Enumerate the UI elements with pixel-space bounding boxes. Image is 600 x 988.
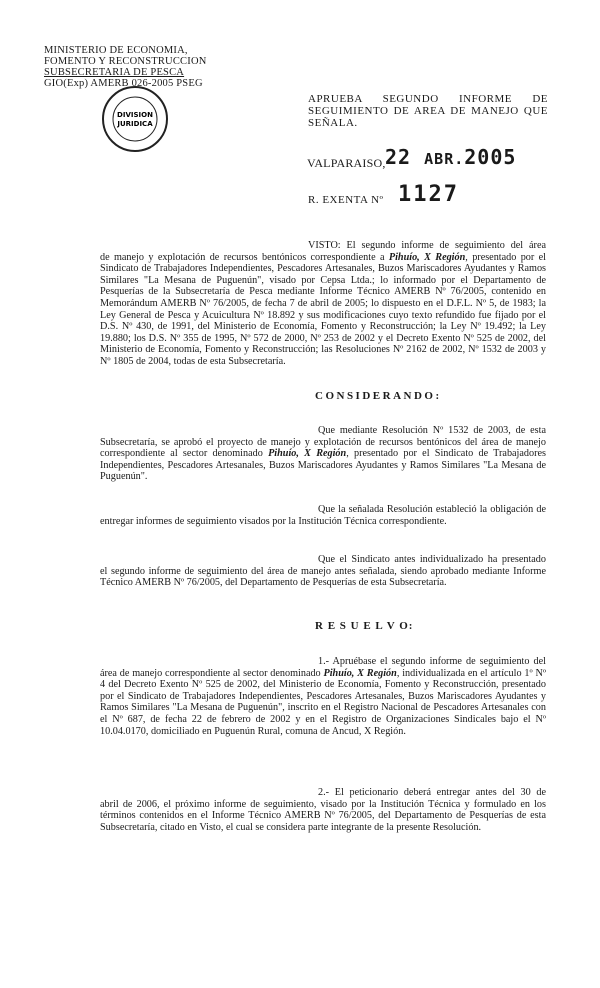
stamp-text-juridica: JURIDICA — [117, 120, 153, 128]
resuelvo-heading: R E S U E L V O: — [315, 620, 414, 632]
exenta-label: R. EXENTA Nº — [308, 194, 384, 206]
considerando-heading: CONSIDERANDO: — [315, 390, 442, 402]
visto-lead: VISTO: El segundo informe de seguimiento del área — [308, 240, 546, 251]
letterhead-ministry-cont: FOMENTO Y RECONSTRUCCION — [44, 56, 207, 67]
c2-body: entregar informes de seguimiento visados por la Institución Técnica correspondiente. — [100, 515, 447, 527]
visto-paragraph — [100, 240, 546, 368]
date-day: 22 — [385, 145, 412, 169]
r1-sector: Pihuío, X Región — [323, 667, 397, 679]
c2-lead: Que la señalada Resolución estableció la obligación de — [318, 504, 546, 515]
exenta-number: 1127 — [398, 182, 459, 207]
c3-body: el segundo informe de seguimiento del área de manejo antes señalada, siendo aprobado mediante Informe Técnico AMERB Nº 76/2005, del Departamento de Pesquerías de esta Subsecretaría. — [100, 565, 546, 589]
date-year: 2005 — [464, 145, 517, 169]
considerando-1 — [100, 425, 546, 483]
letterhead-ministry: MINISTERIO DE ECONOMIA, — [44, 45, 188, 56]
date-month: ABR. — [424, 150, 465, 168]
r1-lead: 1.- Apruébase el segundo informe de seguimiento del — [318, 656, 546, 667]
r2-lead: 2.- El peticionario deberá entregar antes del 30 de — [318, 787, 546, 798]
document-place: VALPARAISO, — [307, 156, 386, 170]
resuelvo-2 — [100, 787, 546, 833]
division-juridica-stamp — [100, 84, 170, 154]
c1-lead: Que mediante Resolución Nº 1532 de 2003, de esta — [318, 425, 546, 436]
c1-body-b: , presentado por el Sindicato de Trabajadores Independientes, Pescadores Artesanales, Buzos Mariscadores Ayudantes y Ramos Similares "La Mesana de Puguenún". — [100, 448, 546, 483]
letterhead-subsecretaria: SUBSECRETARIA DE PESCA — [44, 67, 185, 78]
letterhead-reference: GIO(Exp) AMERB 026-2005 PSEG — [44, 78, 203, 89]
stamp-text-division: DIVISION — [117, 111, 153, 119]
visto-body-a: de manejo y explotación de recursos bentónicos correspondiente a — [100, 251, 389, 263]
r1-body-b: , individualizada en el artículo 1º Nº 4 del Decreto Exento Nº 525 de 2002, del Ministerio de Economía, Fomento y Reconstrucción, presentado por el Sindicato de Trabajadores Independientes, Pescadores Artesanales, Buzos Mariscadores Ayudantes y Ramos Similares "La Mesana de Puguenún", inscrito en el Registro Nacional de Pescadores Artesanales con el Nº 687, de fecha 22 de febrero de 2002 y en el Registro de Organizaciones Sindicales bajo el Nº 10.04.0170, domiciliado en Puguenún Rural, comuna de Ancud, X Región. — [100, 667, 547, 737]
resuelvo-1 — [100, 656, 546, 737]
r1-body-a: área de manejo correspondiente al sector denominado — [100, 667, 324, 679]
considerando-3 — [100, 554, 546, 589]
considerando-2 — [100, 504, 546, 527]
visto-sector: Pihuío, X Región — [388, 251, 466, 263]
c1-body-a: Subsecretaría, se aprobó el proyecto de manejo y explotación de recursos bentónicos del área de manejo correspondiente al sector denominado — [100, 436, 546, 460]
r2-body: abril de 2006, el próximo informe de seguimiento, visado por la Institución Técnica y formulado en los términos contenidos en el Informe Técnico AMERB Nº 76/2005, del Departamento de Pesquerías de esta Subsecretaría, citado en Visto, el cual se considera parte integrante de la presente Resolución. — [100, 798, 546, 833]
c3-lead: Que el Sindicato antes individualizado ha presentado — [318, 554, 546, 565]
document-subject: APRUEBA SEGUNDO INFORME DE SEGUIMIENTO DE AREA DE MANEJO QUE SEÑALA. — [308, 93, 548, 129]
letterhead — [44, 45, 207, 89]
document-date — [385, 145, 516, 169]
visto-body-b: , presentado por el Sindicato de Trabajadores Independientes, Pescadores Artesanales, Buzos Mariscadores Ayudantes y Ramos Similares "La Mesana de Puguenún", visado por Cepsa Ltda.; lo informado por el Departamento de Pesquerías de la Subsecretaría de Pesca mediante Informe Técnico AMERB Nº 76/2005, contenido en Memorándum AMERB Nº 76/2005, de fecha 7 de abril de 2005; lo dispuesto en el D.F.L. Nº 5, de 1983; la Ley General de Pesca y Acuicultura Nº 18.892 y sus modificaciones cuyo texto refundido fue fijado por el D.S. Nº 430, de 1991, del Ministerio de Economía, Fomento y Reconstrucción; la Ley Nº 19.492; la Ley 19.880; los D.S. Nº 355 de 1995, Nº 572 de 2000, Nº 253 de 2002 y el Decreto Exento Nº 525 de 2002, del Ministerio de Economía, Fomento y Reconstrucción; las Resoluciones Nº 2162 de 2002, Nº 1532 de 2003 y Nº 1805 de 2004, todas de esta Subsecretaría. — [100, 251, 547, 367]
c1-sector: Pihuío, X Región — [268, 448, 347, 460]
